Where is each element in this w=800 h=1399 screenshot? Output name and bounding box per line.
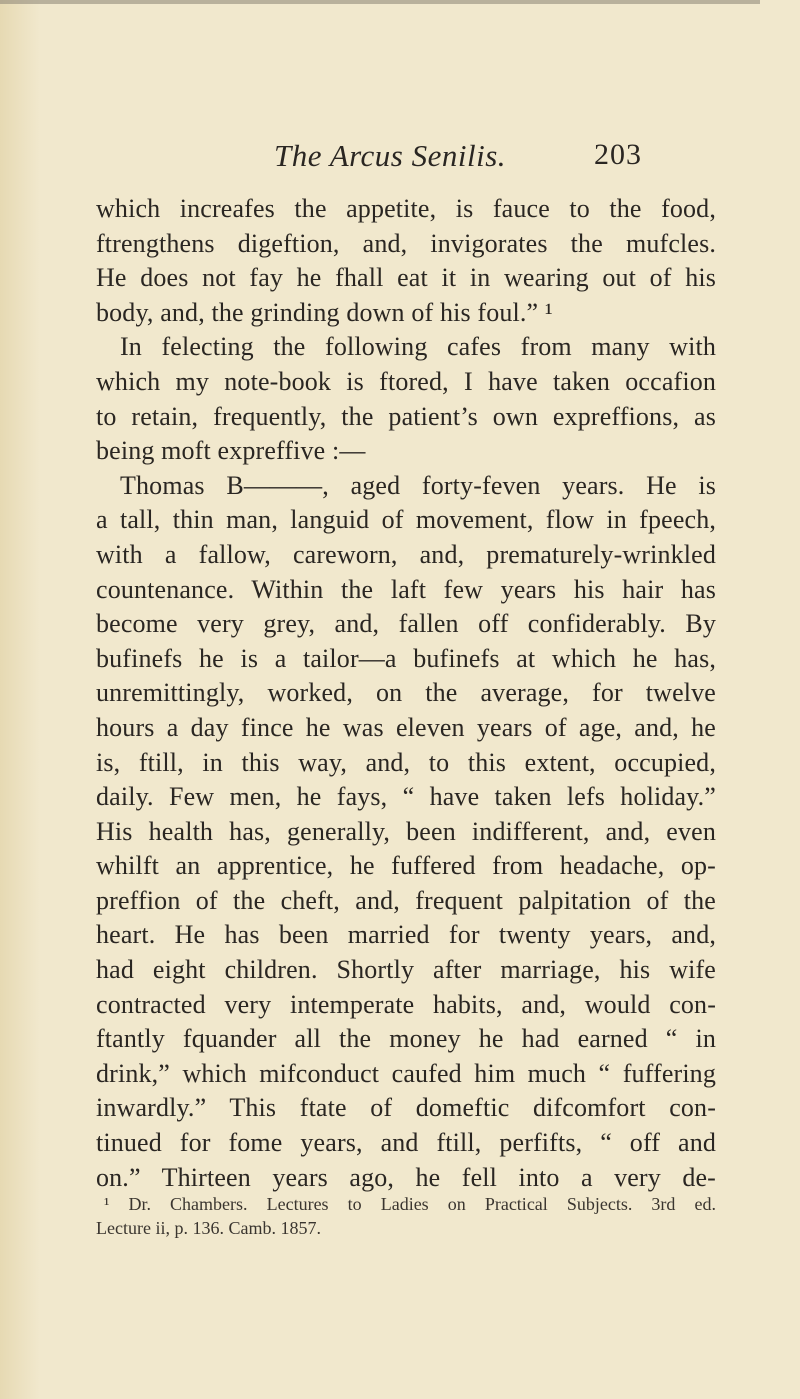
page-header: [0, 138, 800, 178]
text-line: daily. Few men, he fays, “ have taken lefs holiday.”: [96, 782, 716, 812]
text-line: ftantly fquander all the money he had earned “ in: [96, 1024, 716, 1054]
running-title: The Arcus Senilis.: [274, 138, 507, 173]
text-line: hours a day fince he was eleven years of age, and, he: [96, 712, 716, 742]
text-line: is, ftill, in this way, and, to this extent, occupied,: [96, 747, 716, 777]
text-line: heart. He has been married for twenty years, and,: [96, 920, 716, 950]
text-line: on.” Thirteen years ago, he fell into a very de-: [96, 1162, 716, 1192]
text-line: unremittingly, worked, on the average, for twelve: [96, 678, 716, 708]
text-line: body, and, the grinding down of his foul.” ¹: [96, 297, 553, 327]
text-line: He does not fay he fhall eat it in wearing out of his: [96, 263, 716, 293]
footnote-line: Lecture ii, p. 136. Camb. 1857.: [96, 1218, 321, 1238]
text-line: ftrengthens digeftion, and, invigorates the mufcles.: [96, 228, 716, 258]
text-line: preffion of the cheft, and, frequent palpitation of the: [96, 885, 716, 915]
text-line: become very grey, and, fallen off confiderably. By: [96, 609, 716, 639]
footnotes: [96, 1192, 716, 1240]
text-line: a tall, thin man, languid of movement, flow in fpeech,: [96, 505, 716, 535]
text-line: had eight children. Shortly after marriage, his wife: [96, 955, 716, 985]
footnote-line: ¹ Dr. Chambers. Lectures to Ladies on Practical Subjects. 3rd ed.: [104, 1194, 716, 1214]
text-line: countenance. Within the laft few years his hair has: [96, 574, 716, 604]
text-line: to retain, frequently, the patient’s own expreffions, as: [96, 401, 716, 431]
text-line: drink,” which mifconduct caufed him much “ fuffering: [96, 1058, 716, 1088]
text-line: Thomas B———, aged forty-feven years. He is: [120, 470, 716, 500]
text-line: which increafes the appetite, is fauce to the food,: [96, 194, 716, 223]
text-line: which my note-book is ftored, I have taken occafion: [96, 366, 716, 396]
text-line: contracted very intemperate habits, and, would con-: [96, 989, 716, 1019]
text-line: In felecting the following cafes from many with: [120, 332, 716, 362]
text-line: whilft an apprentice, he fuffered from headache, op-: [96, 851, 716, 881]
text-line: tinued for fome years, and ftill, perfifts, “ off and: [96, 1128, 716, 1158]
text-line: with a fallow, careworn, and, prematurely-wrinkled: [96, 539, 716, 569]
text-line: His health has, generally, been indifferent, and, even: [96, 816, 716, 846]
page-number: 203: [594, 138, 642, 171]
top-edge-rule: [0, 0, 760, 4]
text-line: bufinefs he is a tailor—a bufinefs at which he has,: [96, 643, 716, 673]
text-line: being moft expreffive :—: [96, 436, 366, 466]
body-text: [96, 192, 716, 1195]
text-line: inwardly.” This ftate of domeftic difcomfort con-: [96, 1093, 716, 1123]
